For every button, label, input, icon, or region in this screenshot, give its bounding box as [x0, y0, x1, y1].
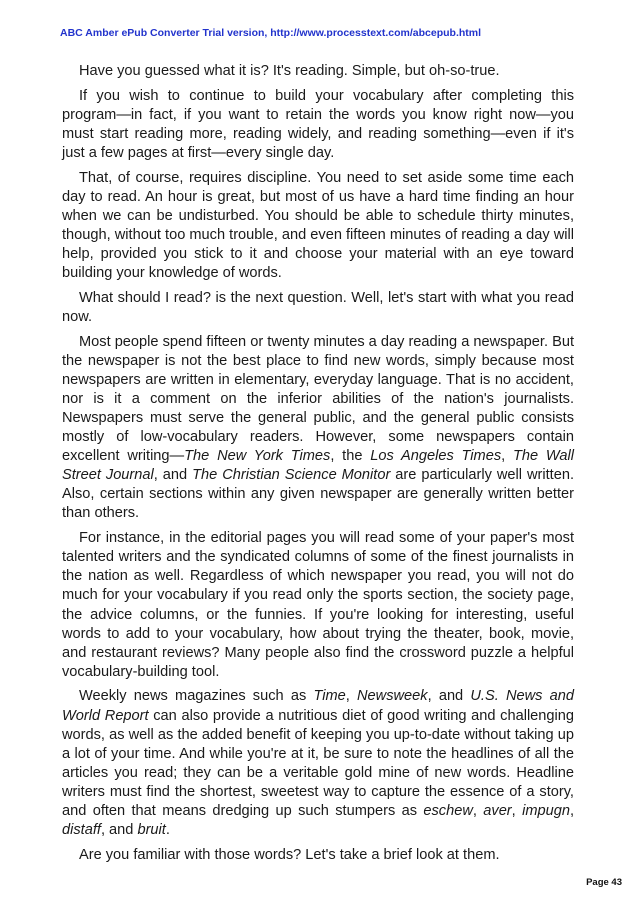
vocabulary-word: aver [483, 803, 512, 820]
paragraph-6: For instance, in the editorial pages you will read some of your paper's most talented writers and the syndicated columns of some of the finest journalists in the nation as well. Regardless of which newspaper you read, you will not do much for your vocabulary if you read only the sports section, the society page, the advice columns, or the funnies. If you're looking for interesting, useful words to add to your vocabulary, how about trying the theater, book, movie, and restaurant reviews? Many people also find the crossword puzzle a helpful vocabulary-building tool. [62, 530, 574, 680]
publication-title: The Christian Science Monitor [192, 467, 391, 484]
vocabulary-word: bruit [137, 822, 166, 839]
vocabulary-word: impugn [522, 803, 570, 820]
text-run: , and [153, 467, 193, 484]
publication-title: U.S. News and World Report [62, 688, 574, 724]
vocabulary-word: distaff [62, 822, 101, 839]
text-run: can also provide a nutritious diet of good writing and challenging words, as well as the added benefit of keeping you up-to-date without taking up a lot of your time. And while you're at it, be sure to note the headlines of all the articles you read; they can be a veritable gold mine of new words. Headline writers must find the shortest, sweetest way to capture the essence of a story, and often that means dredging up such stumpers as [62, 707, 575, 820]
vocabulary-word: eschew [423, 803, 473, 820]
text-run: , the [330, 448, 371, 465]
text-run: , [345, 688, 358, 705]
paragraph-1: Have you guessed what it is? It's reading. Simple, but oh-so-true. [79, 63, 500, 79]
publication-title: Time [313, 688, 346, 705]
text-run: , [511, 803, 523, 820]
text-run: Most people spend fifteen or twenty minutes a day reading a newspaper. But the newspaper is not the best place to find new words, simply because most newspapers are written in elementary, everyday language. That is no accident, nor is it a comment on the inferior abilities of the nation's journalists. Newspapers must serve the general public, and the general public consists mostly of low-vocabulary readers. However, some newspapers contain excellent writing— [62, 333, 574, 465]
text-run: . [165, 822, 170, 839]
text-run: , and [100, 822, 138, 839]
text-run: are particularly well written. Also, certain sections within any given newspaper are generally written better than others. [62, 467, 574, 522]
publication-title: The Wall Street Journal [62, 448, 575, 484]
publication-title: Los Angeles Times [370, 448, 502, 465]
publication-title: The New York Times [184, 448, 331, 465]
publication-title: Newsweek [357, 688, 428, 705]
paragraph-3: That, of course, requires discipline. You need to set aside some time each day to read. An hour is great, but most of us have a hard time finding an hour when we can be undisturbed. You should be able to schedule thirty minutes, though, without too much trouble, and even fifteen minutes of reading a day will help, provided you stick to it and choose your material with an eye toward building your knowledge of words. [62, 169, 574, 282]
paragraph-4: What should I read? is the next question. Well, let's start with what you read now. [62, 289, 574, 325]
text-run: Weekly news magazines such as [79, 688, 314, 705]
text-run: , and [427, 688, 471, 705]
paragraph-2: If you wish to continue to build your vocabulary after completing this program—in fact, if you want to retain the words you know right now—you must start reading more, reading widely, and reading something—even if it's just a few pages at first—every single day. [62, 87, 574, 161]
paragraph-7 [62, 687, 574, 840]
text-run: , [569, 803, 575, 820]
page-number: Page 43 [586, 877, 622, 888]
document-body [62, 62, 574, 871]
converter-banner: ABC Amber ePub Converter Trial version, http://www.processtext.com/abcepub.html [60, 27, 482, 39]
paragraph-5 [62, 333, 574, 524]
text-run: , [501, 448, 513, 465]
text-run: , [472, 803, 484, 820]
paragraph-8: Are you familiar with those words? Let's take a brief look at them. [79, 846, 500, 863]
